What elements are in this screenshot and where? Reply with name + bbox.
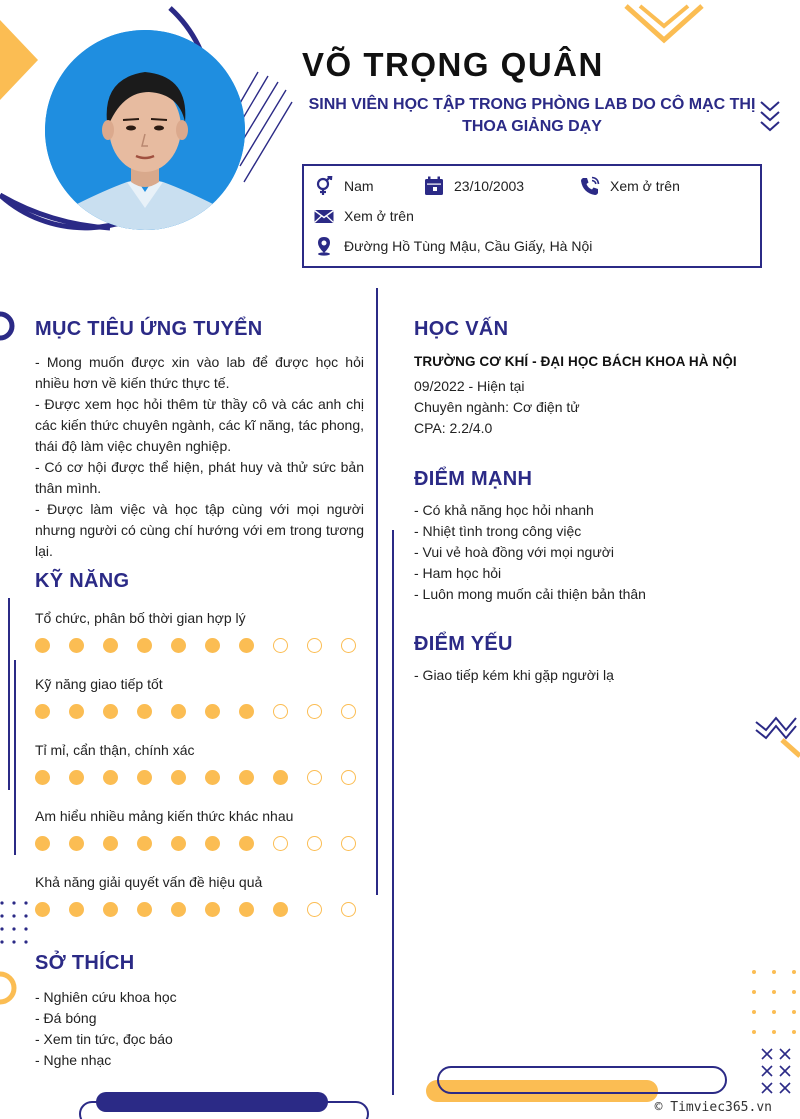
rating-dot-empty — [307, 704, 322, 719]
phone-value: Xem ở trên — [610, 178, 680, 194]
profile-photo — [45, 30, 245, 230]
education-details — [414, 376, 580, 439]
contact-box — [302, 164, 762, 268]
rating-dot-filled — [137, 638, 152, 653]
rating-dot-filled — [273, 902, 288, 917]
rating-dot-empty — [273, 704, 288, 719]
rating-dot-filled — [205, 902, 220, 917]
rating-dot-filled — [35, 770, 50, 785]
education-period: 09/2022 - Hiện tại — [414, 378, 525, 394]
rating-dot-empty — [307, 902, 322, 917]
skill-row — [35, 610, 375, 676]
rating-dot-filled — [171, 836, 186, 851]
contact-gender — [314, 176, 374, 196]
rating-dot-filled — [137, 704, 152, 719]
skill-label: Tỉ mỉ, cẩn thận, chính xác — [35, 742, 195, 758]
rating-dot-filled — [239, 770, 254, 785]
education-title: HỌC VẤN — [414, 318, 509, 340]
email-value: Xem ở trên — [344, 208, 414, 224]
hobbies-title: SỞ THÍCH — [35, 952, 135, 974]
skill-rating — [35, 770, 375, 785]
skill-row — [35, 808, 375, 874]
rating-dot-filled — [35, 638, 50, 653]
skills-list — [35, 610, 375, 940]
rating-dot-filled — [103, 638, 118, 653]
rating-dot-filled — [35, 836, 50, 851]
objective-title: MỤC TIÊU ỨNG TUYỂN — [35, 318, 263, 340]
rating-dot-filled — [69, 638, 84, 653]
strengths-title: ĐIỂM MẠNH — [414, 468, 533, 490]
rating-dot-filled — [205, 770, 220, 785]
list-item: - Vui vẻ hoà đồng với mọi người — [414, 544, 614, 560]
calendar-icon — [424, 176, 444, 196]
list-item: - Nghe nhạc — [35, 1052, 112, 1068]
contact-phone — [580, 176, 680, 196]
contact-address — [314, 236, 592, 256]
contact-email — [314, 206, 414, 226]
list-item: - Ham học hỏi — [414, 565, 502, 581]
skill-label: Khả năng giải quyết vấn đề hiệu quả — [35, 874, 263, 890]
skill-rating — [35, 836, 375, 851]
strengths-list — [414, 500, 646, 605]
list-item: - Nhiệt tình trong công việc — [414, 523, 582, 539]
rating-dot-filled — [103, 902, 118, 917]
list-item: - Luôn mong muốn cải thiện bản thân — [414, 586, 646, 602]
rating-dot-filled — [171, 704, 186, 719]
objective-line: - Được làm việc và học tập cùng với mọi người nhưng người có cùng chí hướng với em trong tương lại. — [35, 501, 364, 559]
rating-dot-filled — [35, 902, 50, 917]
rating-dot-filled — [137, 836, 152, 851]
phone-icon — [580, 176, 600, 196]
rating-dot-filled — [103, 836, 118, 851]
objective-line: - Có cơ hội được thể hiện, phát huy và thử sức bản thân mình. — [35, 459, 364, 496]
skills-title: KỸ NĂNG — [35, 570, 130, 592]
email-icon — [314, 206, 334, 226]
rating-dot-filled — [205, 704, 220, 719]
rating-dot-empty — [341, 902, 356, 917]
list-item: - Giao tiếp kém khi gặp người lạ — [414, 667, 614, 683]
rating-dot-filled — [239, 902, 254, 917]
rating-dot-filled — [69, 836, 84, 851]
rating-dot-filled — [171, 902, 186, 917]
skill-label: Am hiểu nhiều mảng kiến thức khác nhau — [35, 808, 294, 824]
education-cpa: CPA: 2.2/4.0 — [414, 420, 493, 436]
rating-dot-filled — [137, 902, 152, 917]
rating-dot-empty — [341, 836, 356, 851]
weaknesses-title: ĐIỂM YẾU — [414, 633, 513, 655]
rating-dot-filled — [171, 770, 186, 785]
weaknesses-list — [414, 665, 614, 686]
gender-icon — [314, 176, 334, 196]
skill-rating — [35, 638, 375, 653]
list-item: - Nghiên cứu khoa học — [35, 989, 177, 1005]
rating-dot-filled — [103, 704, 118, 719]
skill-row — [35, 874, 375, 940]
rating-dot-empty — [307, 770, 322, 785]
skill-row — [35, 676, 375, 742]
rating-dot-empty — [273, 836, 288, 851]
skill-label: Kỹ năng giao tiếp tốt — [35, 676, 163, 692]
rating-dot-filled — [35, 704, 50, 719]
gender-value: Nam — [344, 178, 374, 194]
skill-label: Tổ chức, phân bố thời gian hợp lý — [35, 610, 246, 626]
rating-dot-filled — [205, 836, 220, 851]
rating-dot-filled — [69, 704, 84, 719]
skill-row — [35, 742, 375, 808]
skill-rating — [35, 902, 375, 917]
candidate-subtitle: SINH VIÊN HỌC TẬP TRONG PHÒNG LAB DO CÔ MẠC THỊ THOA GIẢNG DẠY — [308, 96, 756, 135]
objective-line: - Mong muốn được xin vào lab để được học hỏi nhiều hơn về kiến thức thực tế. — [35, 354, 364, 391]
rating-dot-empty — [341, 704, 356, 719]
watermark: © Timviec365.vn — [654, 1100, 772, 1115]
rating-dot-empty — [273, 638, 288, 653]
rating-dot-filled — [103, 770, 118, 785]
address-value: Đường Hồ Tùng Mậu, Cầu Giấy, Hà Nội — [344, 238, 593, 254]
rating-dot-filled — [69, 770, 84, 785]
rating-dot-empty — [307, 836, 322, 851]
skill-rating — [35, 704, 375, 719]
contact-birthday — [424, 176, 524, 196]
rating-dot-empty — [341, 638, 356, 653]
candidate-name: VÕ TRỌNG QUÂN — [302, 46, 604, 83]
list-item: - Đá bóng — [35, 1010, 97, 1026]
education-major: Chuyên ngành: Cơ điện tử — [414, 399, 580, 415]
location-pin-icon — [314, 236, 334, 256]
objective-text — [35, 352, 364, 562]
hobbies-list — [35, 987, 177, 1071]
birthday-value: 23/10/2003 — [454, 178, 525, 194]
rating-dot-filled — [239, 836, 254, 851]
rating-dot-filled — [171, 638, 186, 653]
rating-dot-empty — [341, 770, 356, 785]
rating-dot-filled — [239, 704, 254, 719]
rating-dot-filled — [239, 638, 254, 653]
list-item: - Xem tin tức, đọc báo — [35, 1031, 173, 1047]
rating-dot-filled — [69, 902, 84, 917]
list-item: - Có khả năng học hỏi nhanh — [414, 502, 594, 518]
rating-dot-filled — [205, 638, 220, 653]
rating-dot-filled — [137, 770, 152, 785]
rating-dot-empty — [307, 638, 322, 653]
school-name: TRƯỜNG CƠ KHÍ - ĐẠI HỌC BÁCH KHOA HÀ NỘI — [414, 354, 737, 369]
rating-dot-filled — [273, 770, 288, 785]
objective-line: - Được xem học hỏi thêm từ thầy cô và các anh chị các kiến thức chuyên ngành, các kĩ năng, tác phong, thái độ làm việc chuyên nghiệp. — [35, 396, 364, 454]
